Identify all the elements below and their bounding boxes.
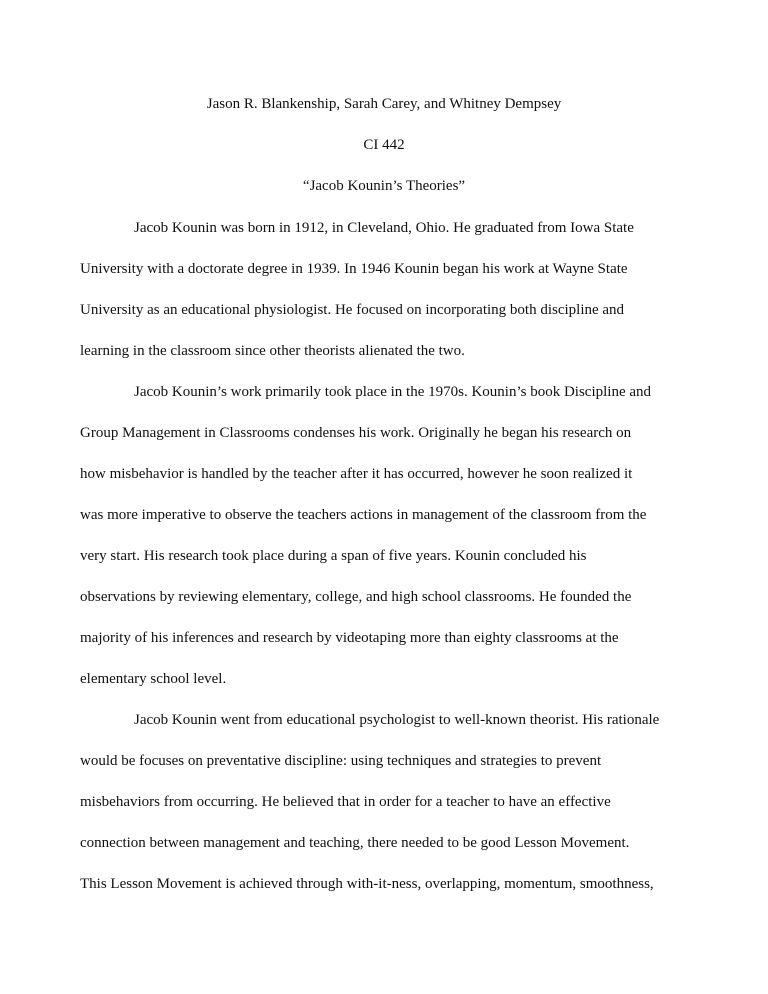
paragraph-1-line-4: learning in the classroom since other theorists alienated the two. — [80, 343, 465, 359]
paragraph-2-line-7: majority of his inferences and research by videotaping more than eighty classrooms at the — [80, 630, 619, 646]
paragraph-3-line-2: would be focuses on preventative discipline: using techniques and strategies to prevent — [80, 753, 602, 769]
course-line: CI 442 — [363, 137, 405, 153]
paper-title: “Jacob Kounin’s Theories” — [302, 178, 466, 194]
paragraph-2-line-2: Group Management in Classrooms condenses his work. Originally he began his research on — [80, 425, 632, 441]
paragraph-2-line-3: how misbehavior is handled by the teacher after it has occurred, however he soon realized it — [80, 466, 633, 482]
paragraph-3-line-5: This Lesson Movement is achieved through with-it-ness, overlapping, momentum, smoothness, — [80, 876, 654, 892]
paragraph-2-line-1: Jacob Kounin’s work primarily took place in the 1970s. Kounin’s book Discipline and — [134, 384, 652, 400]
paragraph-2-line-6: observations by reviewing elementary, college, and high school classrooms. He founded the — [80, 589, 632, 605]
paragraph-2-line-5: very start. His research took place during a span of five years. Kounin concluded his — [80, 548, 587, 564]
paragraph-2-line-8: elementary school level. — [80, 671, 227, 687]
paragraph-1-line-2: University with a doctorate degree in 1939. In 1946 Kounin began his work at Wayne State — [80, 261, 628, 277]
paragraph-1-line-3: University as an educational physiologist. He focused on incorporating both discipline and — [80, 302, 625, 318]
paragraph-2-line-4: was more imperative to observe the teachers actions in management of the classroom from the — [80, 507, 647, 523]
author-line: Jason R. Blankenship, Sarah Carey, and Whitney Dempsey — [206, 96, 562, 112]
paragraph-1-line-1: Jacob Kounin was born in 1912, in Cleveland, Ohio. He graduated from Iowa State — [134, 220, 634, 236]
paragraph-3-line-3: misbehaviors from occurring. He believed that in order for a teacher to have an effective — [80, 794, 611, 810]
paragraph-3-line-4: connection between management and teaching, there needed to be good Lesson Movement. — [80, 835, 630, 851]
paragraph-3-line-1: Jacob Kounin went from educational psychologist to well-known theorist. His rationale — [134, 712, 660, 728]
